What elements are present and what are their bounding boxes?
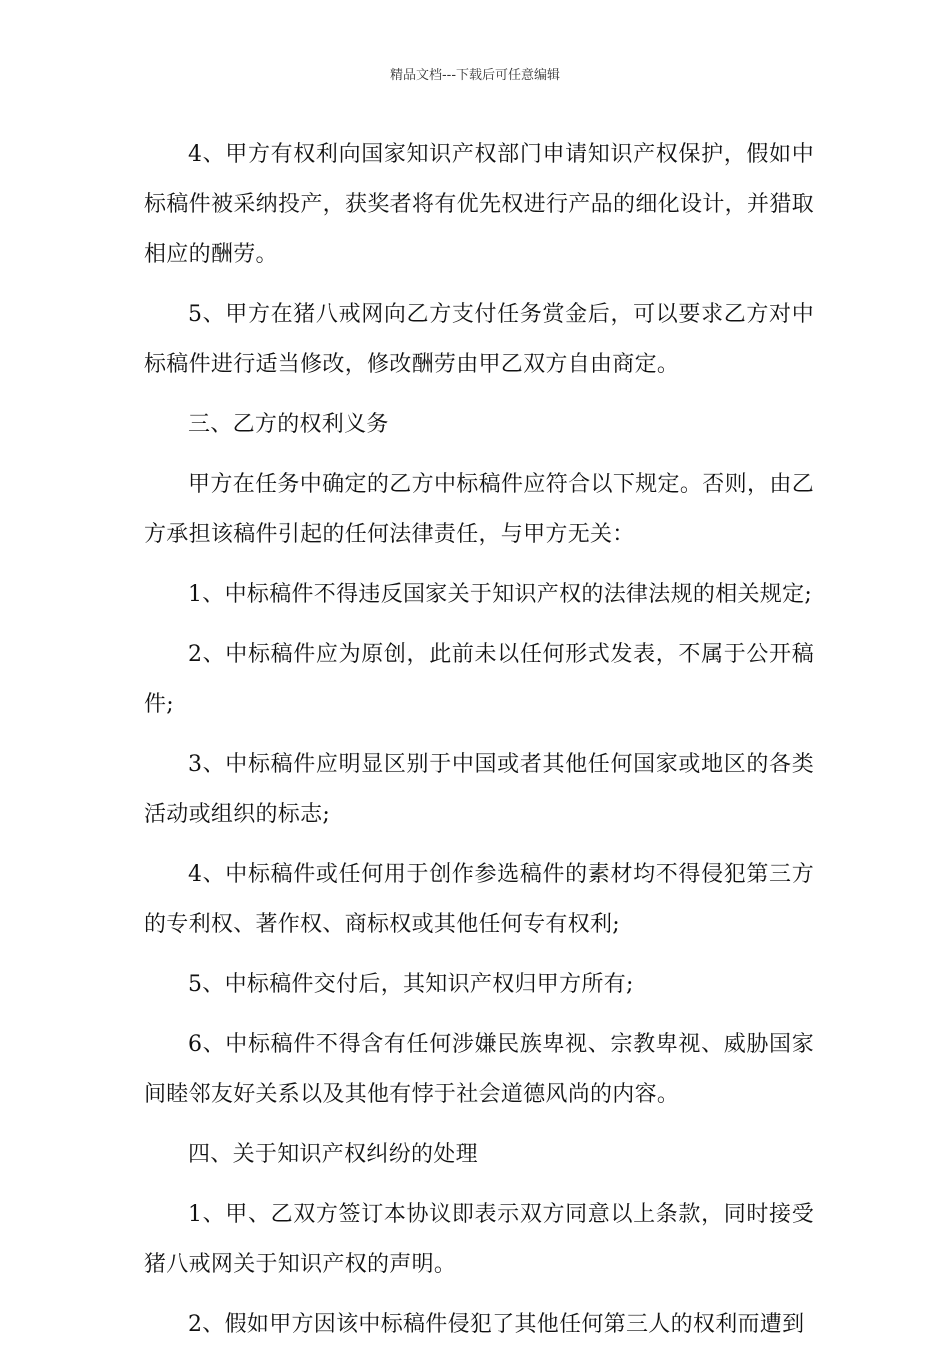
- document-body: [144, 130, 814, 1360]
- clause-a4: 4、甲方有权利向国家知识产权部门申请知识产权保护，假如中标稿件被采纳投产，获奖者将有优先权进行产品的细化设计，并猎取相应的酬劳。: [144, 142, 814, 267]
- clause-b4: 4、中标稿件或任何用于创作参选稿件的素材均不得侵犯第三方的专利权、著作权、商标权或其他任何专有权利;: [144, 862, 814, 937]
- page-header: 精品文档---下载后可任意编辑: [389, 68, 561, 83]
- section-heading-4: 四、关于知识产权纠纷的处理: [188, 1142, 478, 1167]
- clause-c1: 1、甲、乙双方签订本协议即表示双方同意以上条款，同时接受猪八戒网关于知识产权的声明。: [144, 1202, 814, 1277]
- clause-c2: 2、假如甲方因该中标稿件侵犯了其他任何第三人的权利而遭到: [188, 1312, 805, 1337]
- clause-b2: 2、中标稿件应为原创，此前未以任何形式发表，不属于公开稿件;: [144, 642, 814, 717]
- section-intro: 甲方在任务中确定的乙方中标稿件应符合以下规定。否则，由乙方承担该稿件引起的任何法律责任，与甲方无关：: [144, 472, 814, 547]
- clause-b1: 1、中标稿件不得违反国家关于知识产权的法律法规的相关规定;: [188, 582, 813, 607]
- clause-b6: 6、中标稿件不得含有任何涉嫌民族卑视、宗教卑视、威胁国家间睦邻友好关系以及其他有悖于社会道德风尚的内容。: [144, 1032, 814, 1107]
- clause-b3: 3、中标稿件应明显区别于中国或者其他任何国家或地区的各类活动或组织的标志;: [144, 752, 814, 827]
- section-heading-3: 三、乙方的权利义务: [188, 412, 389, 437]
- clause-b5: 5、中标稿件交付后，其知识产权归甲方所有;: [188, 972, 634, 997]
- clause-a5: 5、甲方在猪八戒网向乙方支付任务赏金后，可以要求乙方对中标稿件进行适当修改，修改酬劳由甲乙双方自由商定。: [144, 302, 814, 377]
